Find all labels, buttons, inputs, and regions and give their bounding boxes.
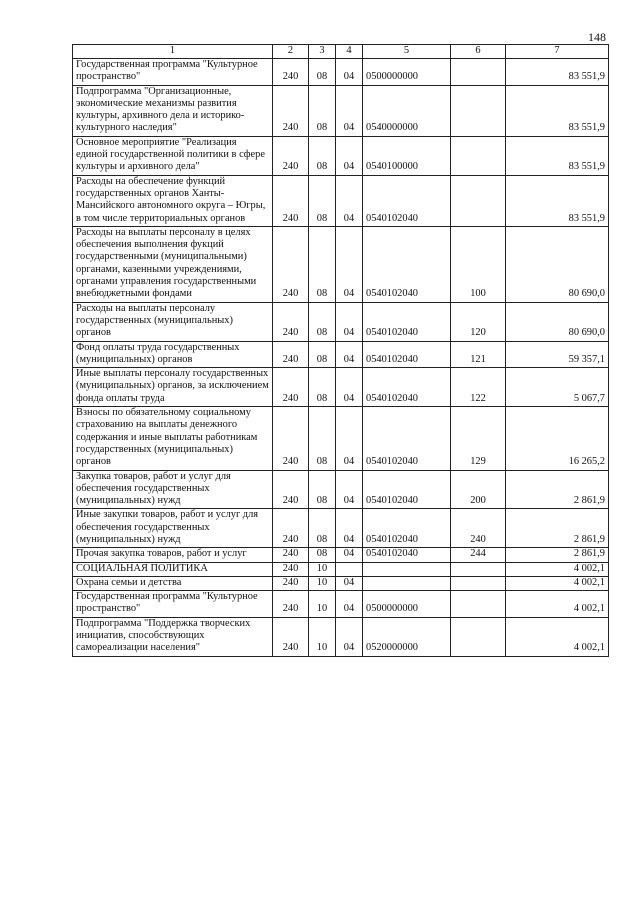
row-code-5	[363, 576, 451, 590]
row-code-6: 121	[451, 341, 506, 368]
row-code-6: 240	[451, 509, 506, 548]
row-name: Прочая закупка товаров, работ и услуг	[73, 548, 273, 562]
row-code-4: 04	[336, 591, 363, 618]
row-amount: 83 551,9	[506, 59, 609, 86]
row-name: Закупка товаров, работ и услуг для обеспечения государственных (муниципальных) нужд	[73, 470, 273, 509]
table-row	[73, 368, 609, 407]
table-row	[73, 617, 609, 656]
row-code-3: 08	[309, 302, 336, 341]
row-amount: 2 861,9	[506, 509, 609, 548]
row-code-4: 04	[336, 341, 363, 368]
row-amount: 2 861,9	[506, 470, 609, 509]
row-code-2: 240	[273, 136, 309, 175]
table-row	[73, 136, 609, 175]
row-code-2: 240	[273, 226, 309, 302]
row-name: Взносы по обязательному социальному страхованию на выплаты денежного содержания и иные выплаты работникам государственных (муниципальных) органов	[73, 407, 273, 470]
row-name: Иные выплаты персоналу государственных (муниципальных) органов, за исключением фонда оплаты труда	[73, 368, 273, 407]
row-code-4: 04	[336, 175, 363, 226]
row-code-3: 08	[309, 470, 336, 509]
row-code-4: 04	[336, 407, 363, 470]
row-name: Расходы на выплаты персоналу в целях обеспечения выполнения фукций государственными (муниципальными) органами, казенными учреждениями, органами управления государственными внебюджетными фондами	[73, 226, 273, 302]
row-code-2: 240	[273, 576, 309, 590]
row-code-3: 10	[309, 576, 336, 590]
row-name: Подпрограмма "Поддержка творческих инициатив, способствующих самореализации населения"	[73, 617, 273, 656]
row-code-6	[451, 59, 506, 86]
table-row	[73, 407, 609, 470]
row-amount: 83 551,9	[506, 85, 609, 136]
table-row	[73, 341, 609, 368]
row-code-6	[451, 576, 506, 590]
row-code-5: 0540100000	[363, 136, 451, 175]
row-code-2: 240	[273, 85, 309, 136]
row-code-5: 0540102040	[363, 470, 451, 509]
table-row	[73, 548, 609, 562]
row-code-3: 08	[309, 226, 336, 302]
row-name: Иные закупки товаров, работ и услуг для обеспечения государственных (муниципальных) нужд	[73, 509, 273, 548]
table-row	[73, 509, 609, 548]
row-code-5: 0540102040	[363, 175, 451, 226]
row-code-5: 0540102040	[363, 548, 451, 562]
row-code-4: 04	[336, 548, 363, 562]
row-code-6	[451, 85, 506, 136]
row-name: СОЦИАЛЬНАЯ ПОЛИТИКА	[73, 562, 273, 576]
header-cell: 3	[309, 45, 336, 59]
row-name: Расходы на обеспечение функций государственных органов Ханты-Мансийского автономного округа – Югры, в том числе территориальных органов	[73, 175, 273, 226]
row-code-3: 08	[309, 407, 336, 470]
row-code-4	[336, 562, 363, 576]
row-amount: 83 551,9	[506, 175, 609, 226]
row-code-2: 240	[273, 302, 309, 341]
row-code-4: 04	[336, 136, 363, 175]
row-code-6: 200	[451, 470, 506, 509]
row-code-5: 0540102040	[363, 368, 451, 407]
row-code-2: 240	[273, 368, 309, 407]
row-code-5: 0520000000	[363, 617, 451, 656]
row-code-3: 08	[309, 509, 336, 548]
row-code-2: 240	[273, 175, 309, 226]
row-amount: 5 067,7	[506, 368, 609, 407]
row-code-5: 0540102040	[363, 407, 451, 470]
header-cell: 4	[336, 45, 363, 59]
row-code-5: 0540102040	[363, 509, 451, 548]
row-code-6	[451, 591, 506, 618]
row-code-5: 0500000000	[363, 591, 451, 618]
row-code-6: 122	[451, 368, 506, 407]
row-code-3: 10	[309, 562, 336, 576]
row-code-5	[363, 562, 451, 576]
row-code-2: 240	[273, 617, 309, 656]
row-amount: 80 690,0	[506, 302, 609, 341]
table-row	[73, 59, 609, 86]
header-row	[73, 45, 609, 59]
row-code-6	[451, 175, 506, 226]
table-row	[73, 302, 609, 341]
budget-table	[72, 44, 609, 657]
header-cell: 2	[273, 45, 309, 59]
row-code-3: 10	[309, 617, 336, 656]
row-amount: 4 002,1	[506, 562, 609, 576]
row-code-4: 04	[336, 59, 363, 86]
row-name: Государственная программа "Культурное пространство"	[73, 591, 273, 618]
row-code-6: 129	[451, 407, 506, 470]
row-code-5: 0540102040	[363, 226, 451, 302]
row-name: Государственная программа "Культурное пространство"	[73, 59, 273, 86]
row-amount: 4 002,1	[506, 591, 609, 618]
row-code-3: 08	[309, 341, 336, 368]
row-code-4: 04	[336, 368, 363, 407]
row-name: Фонд оплаты труда государственных (муниципальных) органов	[73, 341, 273, 368]
table-row	[73, 226, 609, 302]
row-amount: 59 357,1	[506, 341, 609, 368]
row-amount: 83 551,9	[506, 136, 609, 175]
table-row	[73, 470, 609, 509]
row-amount: 4 002,1	[506, 617, 609, 656]
table-row	[73, 591, 609, 618]
row-code-4: 04	[336, 470, 363, 509]
row-amount: 2 861,9	[506, 548, 609, 562]
row-code-4: 04	[336, 85, 363, 136]
row-code-2: 240	[273, 341, 309, 368]
row-code-3: 08	[309, 368, 336, 407]
row-code-5: 0540000000	[363, 85, 451, 136]
row-code-2: 240	[273, 407, 309, 470]
row-code-3: 08	[309, 59, 336, 86]
row-code-4: 04	[336, 509, 363, 548]
page-number: 148	[588, 30, 606, 44]
row-code-4: 04	[336, 302, 363, 341]
header-cell: 5	[363, 45, 451, 59]
row-code-2: 240	[273, 509, 309, 548]
row-code-4: 04	[336, 617, 363, 656]
row-code-6: 100	[451, 226, 506, 302]
row-code-5: 0540102040	[363, 341, 451, 368]
table-row	[73, 175, 609, 226]
row-name: Охрана семьи и детства	[73, 576, 273, 590]
row-code-3: 08	[309, 548, 336, 562]
row-code-6	[451, 617, 506, 656]
row-code-5: 0500000000	[363, 59, 451, 86]
row-amount: 80 690,0	[506, 226, 609, 302]
row-code-6	[451, 562, 506, 576]
row-name: Подпрограмма "Организационные, экономические механизмы развития культуры, архивного дела и историко-культурного наследия"	[73, 85, 273, 136]
row-code-3: 08	[309, 175, 336, 226]
row-code-2: 240	[273, 548, 309, 562]
row-code-6: 244	[451, 548, 506, 562]
table-row	[73, 85, 609, 136]
row-code-3: 10	[309, 591, 336, 618]
row-amount: 4 002,1	[506, 576, 609, 590]
header-cell: 7	[506, 45, 609, 59]
row-name: Основное мероприятие "Реализация единой государственной политики в сфере культуры и архивного дела"	[73, 136, 273, 175]
row-code-2: 240	[273, 562, 309, 576]
row-code-5: 0540102040	[363, 302, 451, 341]
row-code-4: 04	[336, 226, 363, 302]
row-code-2: 240	[273, 59, 309, 86]
row-code-4: 04	[336, 576, 363, 590]
row-code-6: 120	[451, 302, 506, 341]
row-code-2: 240	[273, 470, 309, 509]
header-cell: 6	[451, 45, 506, 59]
row-code-2: 240	[273, 591, 309, 618]
row-amount: 16 265,2	[506, 407, 609, 470]
row-code-3: 08	[309, 85, 336, 136]
table-row	[73, 562, 609, 576]
row-code-3: 08	[309, 136, 336, 175]
header-cell: 1	[73, 45, 273, 59]
table-row	[73, 576, 609, 590]
row-code-6	[451, 136, 506, 175]
row-name: Расходы на выплаты персоналу государственных (муниципальных) органов	[73, 302, 273, 341]
